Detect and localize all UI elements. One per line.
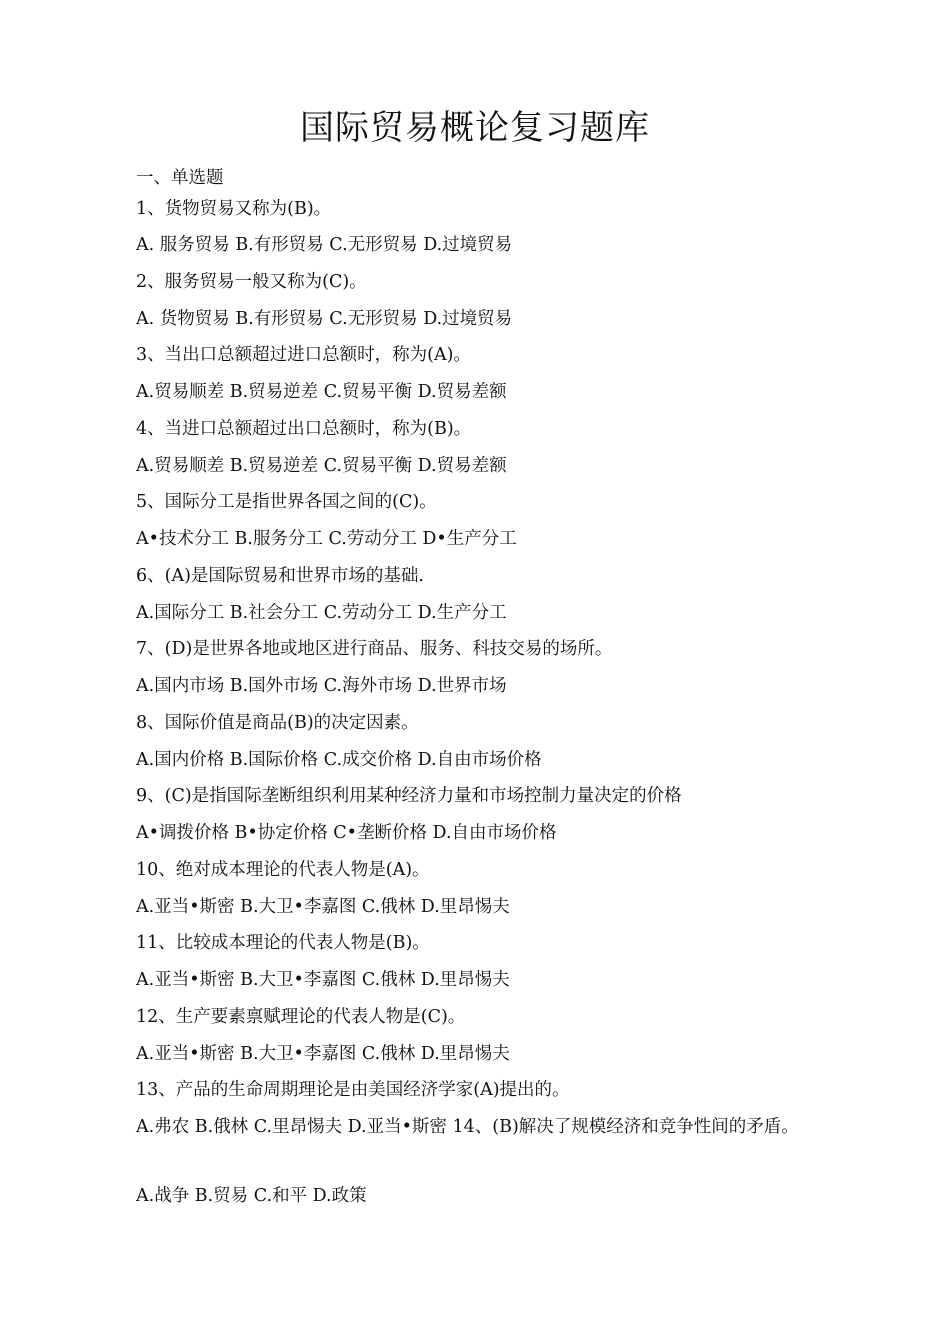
question-8-options: A.国内价格 B.国际价格 C.成交价格 D.自由市场价格 <box>136 750 542 770</box>
question-2-options: A. 货物贸易 B.有形贸易 C.无形贸易 D.过境贸易 <box>136 309 513 329</box>
question-11-stem: 11、比较成本理论的代表人物是(B)。 <box>136 933 430 953</box>
question-3-stem: 3、当出口总额超过进口总额时，称为(A)。 <box>136 345 471 365</box>
question-12-stem: 12、生产要素禀赋理论的代表人物是(C)。 <box>136 1007 466 1027</box>
document-title: 国际贸易概论复习题库 <box>300 108 650 148</box>
question-11-options: A.亚当•斯密 B.大卫•李嘉图 C.俄林 D.里昂惕夫 <box>136 970 510 990</box>
question-1-options: A. 服务贸易 B.有形贸易 C.无形贸易 D.过境贸易 <box>136 235 513 255</box>
question-14-options: A.战争 B.贸易 C.和平 D.政策 <box>136 1186 367 1206</box>
question-5-stem: 5、国际分工是指世界各国之间的(C)。 <box>136 492 437 512</box>
question-6-stem: 6、(A)是国际贸易和世界市场的基础. <box>136 566 424 586</box>
question-1-stem: 1、货物贸易又称为(B)。 <box>136 199 332 219</box>
question-4-options: A.贸易顺差 B.贸易逆差 C.贸易平衡 D.贸易差额 <box>136 456 507 476</box>
question-3-options: A.贸易顺差 B.贸易逆差 C.贸易平衡 D.贸易差额 <box>136 382 507 402</box>
question-4-stem: 4、当进口总额超过出口总额时，称为(B)。 <box>136 419 472 439</box>
question-13-options: A.弗农 B.俄林 C.里昂惕夫 D.亚当•斯密 14、(B)解决了规模经济和竞争性间的矛盾。 <box>136 1117 799 1137</box>
question-7-stem: 7、(D)是世界各地或地区进行商品、服务、科技交易的场所。 <box>136 639 613 659</box>
section-heading: 一、单选题 <box>136 168 224 188</box>
question-6-options: A.国际分工 B.社会分工 C.劳动分工 D.生产分工 <box>136 603 507 623</box>
question-10-stem: 10、绝对成本理论的代表人物是(A)。 <box>136 860 430 880</box>
question-5-options: A•技术分工 B.服务分工 C.劳动分工 D•生产分工 <box>136 529 517 549</box>
question-7-options: A.国内市场 B.国外市场 C.海外市场 D.世界市场 <box>136 676 507 696</box>
question-13-stem: 13、产品的生命周期理论是由美国经济学家(A)提出的。 <box>136 1080 570 1100</box>
question-10-options: A.亚当•斯密 B.大卫•李嘉图 C.俄林 D.里昂惕夫 <box>136 897 510 917</box>
question-2-stem: 2、服务贸易一般又称为(C)。 <box>136 272 367 292</box>
question-9-stem: 9、(C)是指国际垄断组织利用某种经济力量和市场控制力量决定的价格 <box>136 786 682 806</box>
question-8-stem: 8、国际价值是商品(B)的决定因素。 <box>136 713 419 733</box>
question-9-options: A•调拨价格 B•协定价格 C•垄断价格 D.自由市场价格 <box>136 823 557 843</box>
question-12-options: A.亚当•斯密 B.大卫•李嘉图 C.俄林 D.里昂惕夫 <box>136 1044 510 1064</box>
